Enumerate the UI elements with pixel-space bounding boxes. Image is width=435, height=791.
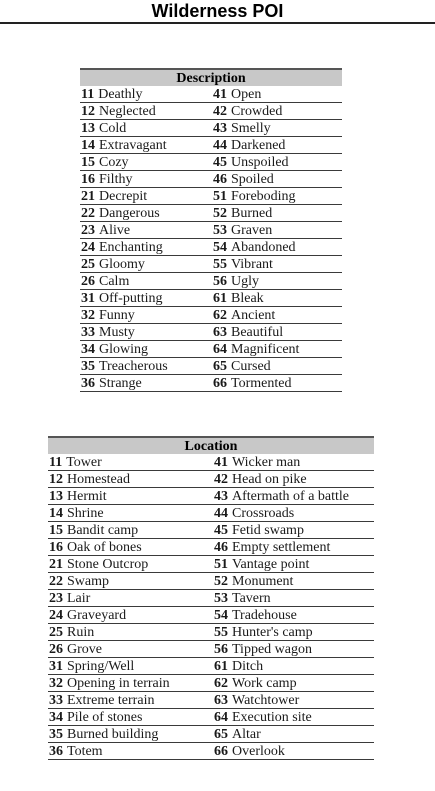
roll-number: 31 [81,291,95,306]
table-row [80,154,342,171]
entry-text: Ugly [231,274,259,289]
roll-number: 66 [213,376,227,391]
entry-text: Bandit camp [67,523,139,538]
roll-number: 61 [213,291,227,306]
roll-number: 42 [213,104,227,119]
table-row [48,488,374,505]
roll-number: 55 [213,257,227,272]
roll-number: 23 [49,591,63,606]
entry-text: Execution site [232,710,312,725]
table-cell-right [212,324,342,340]
table-cell-right [213,743,374,759]
table-row [48,539,374,556]
table-row [48,607,374,624]
location-table-rows [48,454,374,760]
table-cell-left [48,692,213,708]
description-table [80,68,342,392]
table-cell-left [48,539,213,555]
roll-number: 56 [213,274,227,289]
table-row [80,239,342,256]
roll-number: 36 [81,376,95,391]
table-cell-right [213,692,374,708]
table-row [80,375,342,392]
table-cell-left [48,624,213,640]
entry-text: Extreme terrain [67,693,155,708]
entry-text: Burned [231,206,273,221]
roll-number: 15 [81,155,95,170]
roll-number: 24 [49,608,63,623]
table-row [80,103,342,120]
table-cell-left [80,137,212,153]
table-row [80,307,342,324]
entry-text: Funny [99,308,135,323]
entry-text: Vibrant [231,257,273,272]
entry-text: Totem [67,744,103,759]
roll-number: 54 [213,240,227,255]
table-cell-right [212,86,342,102]
entry-text: Aftermath of a battle [232,489,350,504]
roll-number: 16 [81,172,95,187]
table-cell-right [212,239,342,255]
table-cell-right [213,590,374,606]
table-cell-right [213,726,374,742]
table-cell-left [48,556,213,572]
roll-number: 16 [49,540,63,555]
table-cell-left [80,358,212,374]
table-row [48,590,374,607]
roll-number: 43 [214,489,228,504]
entry-text: Tipped wagon [232,642,312,657]
entry-text: Cursed [231,359,271,374]
table-row [48,454,374,471]
table-row [80,205,342,222]
entry-text: Cozy [99,155,129,170]
table-cell-left [80,103,212,119]
location-table [48,436,374,760]
description-table-rows [80,86,342,392]
table-cell-right [212,307,342,323]
roll-number: 12 [49,472,63,487]
entry-text: Opening in terrain [67,676,170,691]
entry-text: Ruin [67,625,95,640]
entry-text: Spoiled [231,172,274,187]
roll-number: 43 [213,121,227,136]
table-row [48,505,374,522]
table-cell-right [212,137,342,153]
roll-number: 32 [81,308,95,323]
roll-number: 33 [81,325,95,340]
roll-number: 35 [81,359,95,374]
entry-text: Bleak [231,291,264,306]
table-cell-right [213,607,374,623]
roll-number: 63 [213,325,227,340]
roll-number: 64 [213,342,227,357]
location-table-header: Location [48,436,374,454]
table-row [80,324,342,341]
roll-number: 22 [81,206,95,221]
entry-text: Stone Outcrop [67,557,149,572]
entry-text: Cold [99,121,127,136]
table-cell-left [80,120,212,136]
table-cell-left [80,324,212,340]
table-cell-left [48,522,213,538]
table-cell-right [213,522,374,538]
entry-text: Graven [231,223,273,238]
table-cell-right [212,358,342,374]
table-cell-right [212,222,342,238]
table-row [80,290,342,307]
entry-text: Lair [67,591,91,606]
table-cell-left [80,273,212,289]
roll-number: 42 [214,472,228,487]
table-cell-right [212,188,342,204]
entry-text: Neglected [99,104,156,119]
roll-number: 31 [49,659,63,674]
entry-text: Open [231,87,262,102]
table-cell-right [213,471,374,487]
table-cell-right [213,505,374,521]
entry-text: Shrine [67,506,104,521]
roll-number: 65 [214,727,228,742]
roll-number: 55 [214,625,228,640]
table-cell-left [80,86,212,102]
description-table-header: Description [80,68,342,86]
roll-number: 26 [49,642,63,657]
table-cell-left [48,675,213,691]
entry-text: Beautiful [231,325,284,340]
entry-text: Hunter's camp [232,625,313,640]
table-row [48,709,374,726]
entry-text: Oak of bones [67,540,142,555]
table-row [48,573,374,590]
roll-number: 56 [214,642,228,657]
roll-number: 21 [49,557,63,572]
table-cell-left [48,641,213,657]
entry-text: Watchtower [232,693,300,708]
table-cell-left [80,307,212,323]
roll-number: 13 [81,121,95,136]
table-cell-right [212,341,342,357]
roll-number: 11 [49,455,63,470]
table-cell-left [80,154,212,170]
entry-text: Foreboding [231,189,296,204]
table-row [48,641,374,658]
entry-text: Head on pike [232,472,307,487]
entry-text: Grove [67,642,102,657]
table-row [48,692,374,709]
table-cell-left [48,726,213,742]
roll-number: 23 [81,223,95,238]
table-cell-right [212,290,342,306]
entry-text: Abandoned [231,240,296,255]
roll-number: 41 [214,455,228,470]
table-cell-left [48,590,213,606]
table-cell-left [80,239,212,255]
roll-number: 32 [49,676,63,691]
entry-text: Crossroads [232,506,295,521]
entry-text: Altar [232,727,261,742]
table-cell-right [212,103,342,119]
roll-number: 65 [213,359,227,374]
table-cell-left [48,505,213,521]
roll-number: 12 [81,104,95,119]
table-row [80,222,342,239]
table-cell-left [80,222,212,238]
table-row [48,675,374,692]
roll-number: 24 [81,240,95,255]
entry-text: Glowing [99,342,148,357]
table-cell-right [212,120,342,136]
entry-text: Work camp [232,676,297,691]
roll-number: 44 [214,506,228,521]
title-rule [0,22,435,24]
entry-text: Treacherous [99,359,168,374]
table-row [80,358,342,375]
roll-number: 53 [214,591,228,606]
table-cell-right [213,488,374,504]
table-cell-right [213,709,374,725]
table-cell-right [213,454,374,470]
roll-number: 54 [214,608,228,623]
page-title: Wilderness POI [151,1,284,21]
roll-number: 21 [81,189,95,204]
roll-number: 26 [81,274,95,289]
entry-text: Tower [66,455,102,470]
table-row [48,658,374,675]
table-row [80,137,342,154]
table-cell-right [212,375,342,391]
entry-text: Musty [99,325,135,340]
roll-number: 53 [213,223,227,238]
roll-number: 45 [213,155,227,170]
entry-text: Pile of stones [67,710,143,725]
entry-text: Tavern [232,591,271,606]
entry-text: Burned building [67,727,159,742]
entry-text: Crowded [231,104,283,119]
entry-text: Smelly [231,121,271,136]
table-cell-left [48,573,213,589]
roll-number: 34 [49,710,63,725]
roll-number: 61 [214,659,228,674]
table-cell-left [80,290,212,306]
table-cell-right [213,658,374,674]
entry-text: Unspoiled [231,155,289,170]
entry-text: Darkened [231,138,286,153]
entry-text: Empty settlement [232,540,331,555]
table-cell-right [212,273,342,289]
roll-number: 66 [214,744,228,759]
entry-text: Homestead [67,472,130,487]
table-row [48,556,374,573]
entry-text: Wicker man [232,455,301,470]
table-row [80,120,342,137]
entry-text: Overlook [232,744,285,759]
roll-number: 11 [81,87,95,102]
entry-text: Fetid swamp [232,523,304,538]
roll-number: 15 [49,523,63,538]
roll-number: 22 [49,574,63,589]
table-cell-left [48,607,213,623]
entry-text: Tradehouse [232,608,297,623]
entry-text: Vantage point [232,557,310,572]
table-cell-right [213,573,374,589]
roll-number: 52 [213,206,227,221]
entry-text: Calm [99,274,130,289]
table-row [80,86,342,103]
roll-number: 62 [214,676,228,691]
table-row [48,471,374,488]
table-cell-left [80,205,212,221]
table-row [80,256,342,273]
entry-text: Swamp [67,574,109,589]
entry-text: Gloomy [99,257,145,272]
entry-text: Dangerous [99,206,160,221]
entry-text: Tormented [231,376,292,391]
roll-number: 44 [213,138,227,153]
table-row [48,522,374,539]
table-row [48,624,374,641]
table-cell-left [48,488,213,504]
table-row [80,171,342,188]
roll-number: 14 [81,138,95,153]
entry-text: Magnificent [231,342,300,357]
roll-number: 51 [213,189,227,204]
table-cell-right [213,556,374,572]
table-cell-left [48,709,213,725]
entry-text: Ditch [232,659,264,674]
table-cell-left [80,375,212,391]
roll-number: 35 [49,727,63,742]
entry-text: Filthy [99,172,133,187]
table-cell-left [80,171,212,187]
roll-number: 36 [49,744,63,759]
table-row [80,341,342,358]
roll-number: 52 [214,574,228,589]
entry-text: Alive [99,223,131,238]
roll-number: 63 [214,693,228,708]
table-row [80,188,342,205]
table-cell-right [213,641,374,657]
entry-text: Spring/Well [67,659,135,674]
table-cell-left [80,341,212,357]
roll-number: 13 [49,489,63,504]
table-cell-left [80,188,212,204]
table-cell-left [80,256,212,272]
table-row [48,726,374,743]
table-cell-right [213,675,374,691]
roll-number: 25 [49,625,63,640]
roll-number: 14 [49,506,63,521]
table-row [48,743,374,760]
table-cell-left [48,454,213,470]
roll-number: 46 [214,540,228,555]
roll-number: 41 [213,87,227,102]
table-cell-left [48,743,213,759]
entry-text: Strange [99,376,142,391]
table-cell-right [212,154,342,170]
table-cell-left [48,471,213,487]
entry-text: Hermit [67,489,107,504]
roll-number: 45 [214,523,228,538]
roll-number: 51 [214,557,228,572]
entry-text: Deathly [98,87,143,102]
entry-text: Monument [232,574,294,589]
roll-number: 25 [81,257,95,272]
roll-number: 34 [81,342,95,357]
entry-text: Enchanting [99,240,163,255]
roll-number: 46 [213,172,227,187]
entry-text: Extravagant [99,138,167,153]
entry-text: Graveyard [67,608,127,623]
table-row [80,273,342,290]
table-cell-left [48,658,213,674]
roll-number: 33 [49,693,63,708]
table-cell-right [212,256,342,272]
entry-text: Off-putting [99,291,163,306]
table-cell-right [213,539,374,555]
entry-text: Decrepit [99,189,148,204]
table-cell-right [212,171,342,187]
entry-text: Ancient [231,308,276,323]
roll-number: 64 [214,710,228,725]
table-cell-right [213,624,374,640]
roll-number: 62 [213,308,227,323]
table-cell-right [212,205,342,221]
